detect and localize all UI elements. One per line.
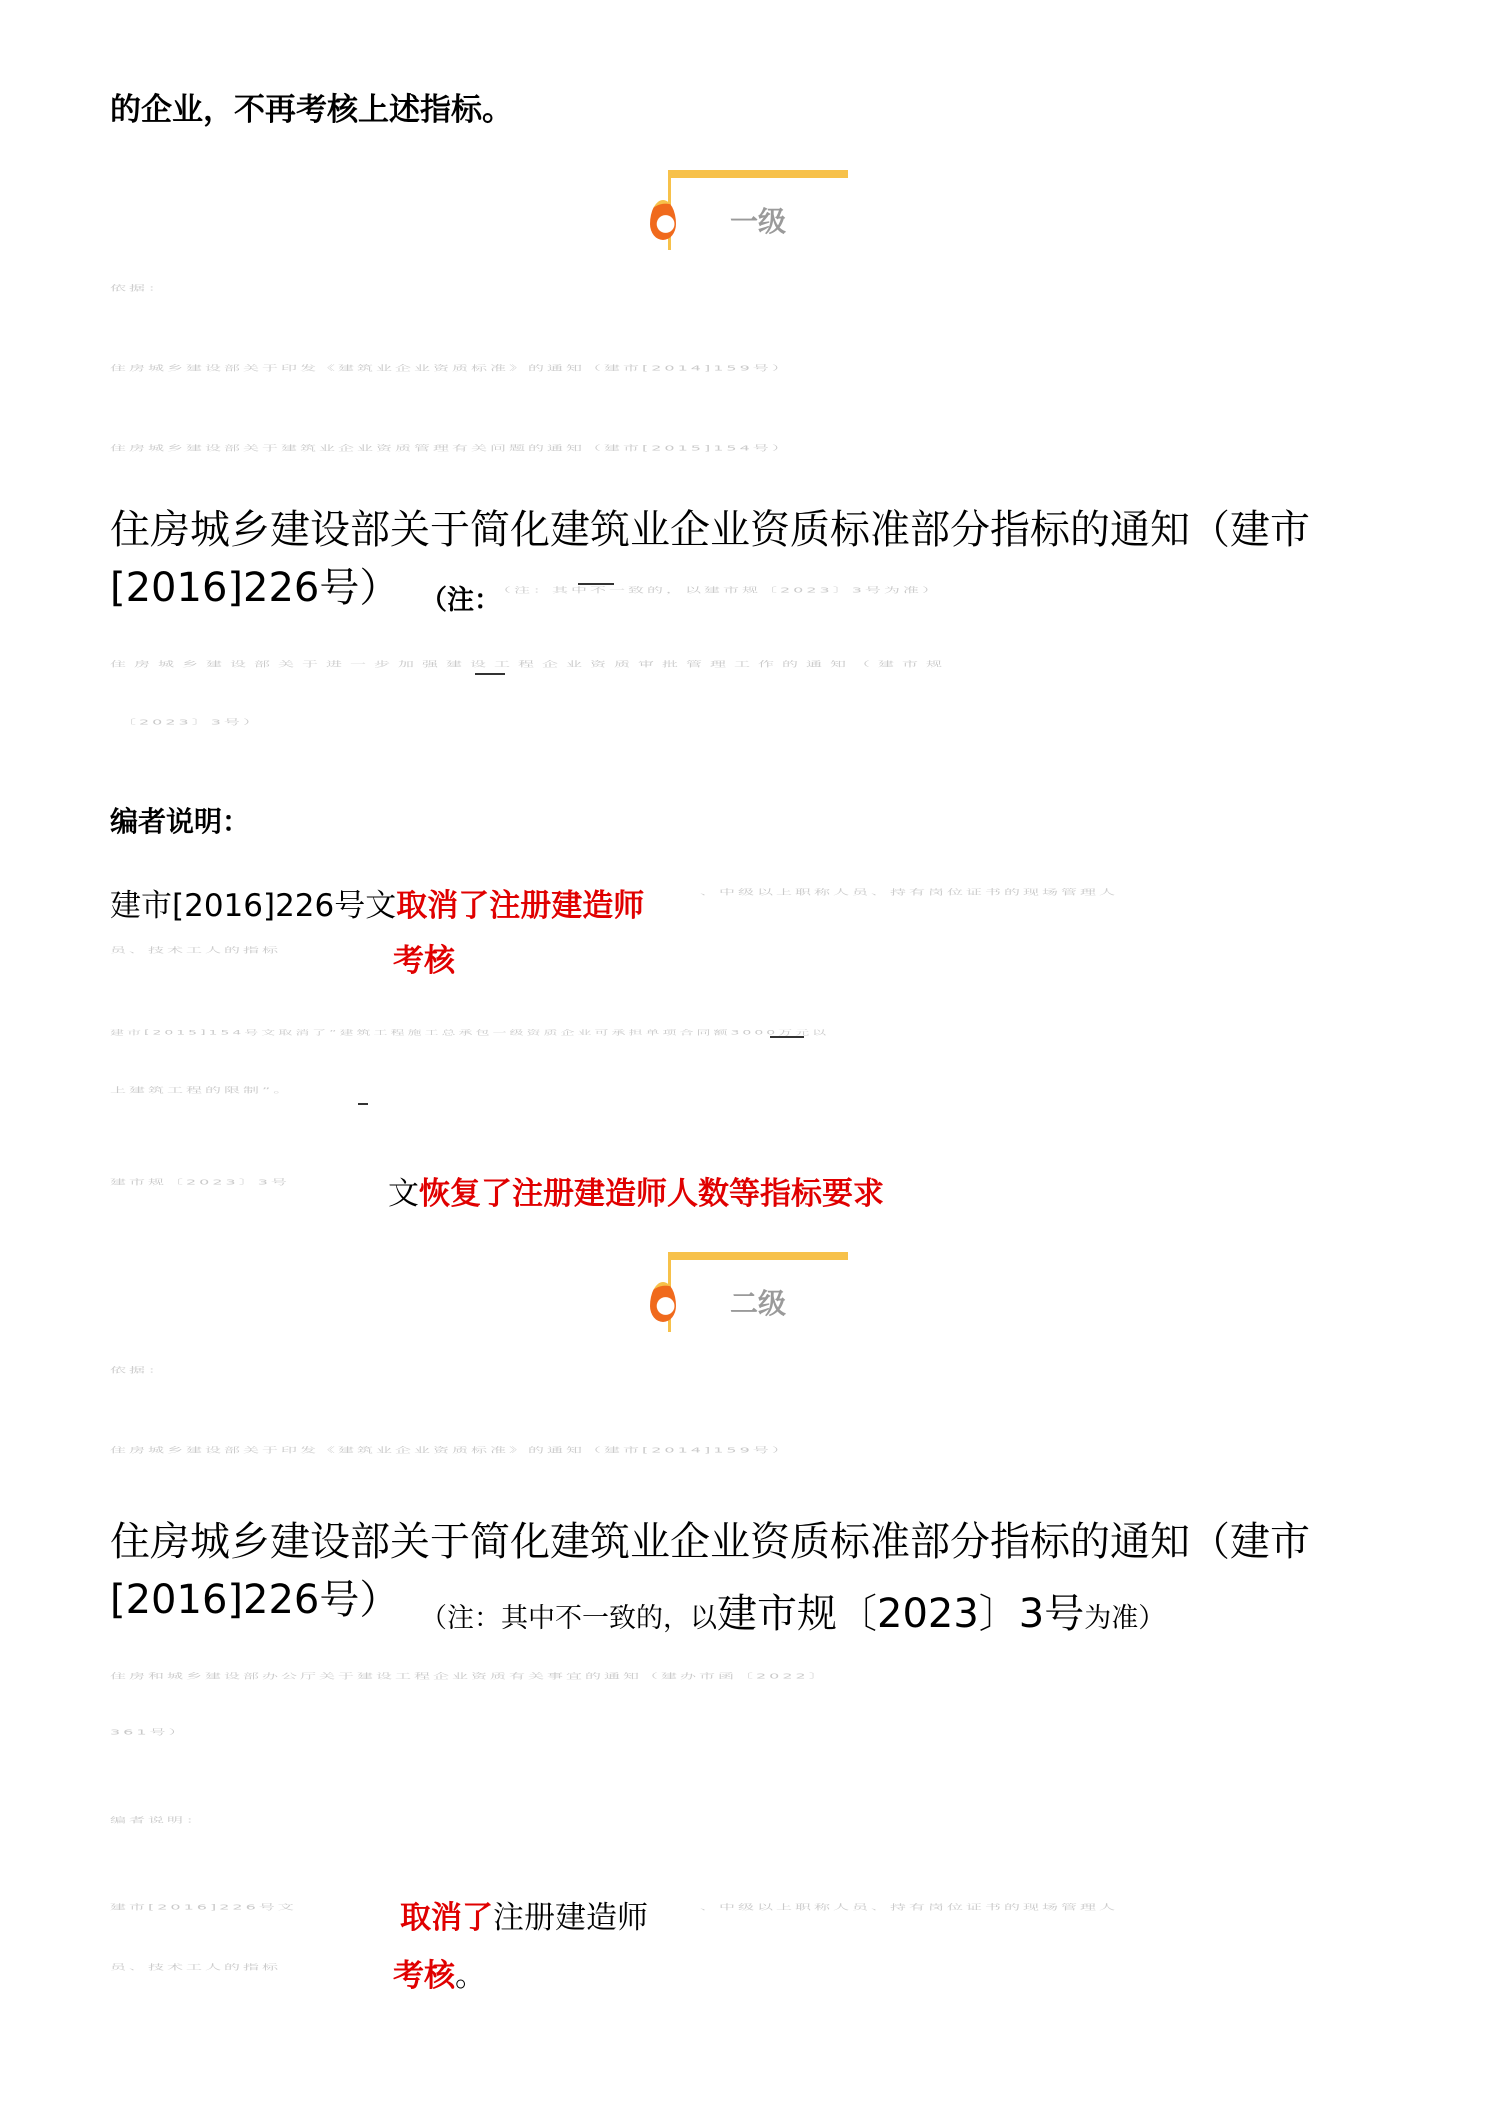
reference-link[interactable]: 住房城乡建设部关于印发《建筑业企业资质标准》的通知（建市[2014]159号） [110,1445,791,1455]
basis-label: 依据： [110,1365,168,1375]
highlight-text: 取消了 [400,1900,493,1936]
faded-text: 建市规〔2023〕3号 [110,1177,290,1187]
highlight-text: 考核 [393,943,455,979]
faded-text: 员、技术工人的指标 [110,1962,282,1972]
level-label: 二级 [730,1287,787,1320]
reference-link[interactable]: 住房和城乡建设部办公厅关于建设工程企业资质有关事宜的通知（建办市函〔2022〕 [110,1671,828,1681]
reference-link[interactable]: 住房城乡建设部关于建筑业企业资质管理有关问题的通知（建市[2015]154号） [110,443,791,453]
highlight-text: 考核 [393,1958,455,1994]
faded-text: 、中级以上职称人员、持有岗位证书的现场管理人 [700,887,1119,897]
continued-sentence: 的企业，不再考核上述指标。 [110,92,513,128]
editor-note-line: 取消了注册建造师 [400,1900,648,1936]
faded-text: 、中级以上职称人员、持有岗位证书的现场管理人 [700,1902,1119,1912]
title-note: （注：其中不一致的，以建市规〔2023〕3号为准） [420,1591,1166,1637]
reference-link-cont[interactable]: 361号） [110,1727,188,1737]
editor-note-label: 编者说明： [110,805,251,838]
title-note-faded: （注：其中不一致的，以建市规〔2023〕3号为准） [495,585,941,595]
notice-title[interactable]: 住房城乡建设部关于简化建筑业企业资质标准部分指标的通知（建市 [110,507,1310,553]
faded-text: 建市[2016]226号文 [110,1902,297,1912]
editor-note-line [110,880,644,925]
level-label: 一级 [730,205,787,238]
highlight-text: 恢复了注册建造师人数等指标要求 [419,1176,884,1212]
title-note: （注： [420,585,501,616]
notice-title-number[interactable]: [2016]226号） [110,565,400,611]
editor-note-label: 编者说明： [110,1815,206,1825]
editor-note-line: 考核。 [393,1958,486,1994]
basis-label: 依据： [110,283,168,293]
faded-text: 上建筑工程的限制”。 [110,1085,293,1095]
faded-text: 员、技术工人的指标 [110,945,282,955]
highlight-text: 取消了注册建造师 [396,888,645,924]
doc-number: 建市[2016]226号文 [110,888,397,924]
editor-note-line: 文恢复了注册建造师人数等指标要求 [388,1176,884,1212]
reference-link-cont[interactable]: 〔2023〕3号） [120,717,262,727]
notice-title[interactable]: 住房城乡建设部关于简化建筑业企业资质标准部分指标的通知（建市 [110,1519,1310,1565]
flame-icon [650,1282,676,1322]
faded-text: 建市[2015]154号文取消了“建筑工程施工总承包一级资质企业可承担单项合同额3000万元以 [110,1028,830,1037]
notice-title-number[interactable]: [2016]226号） [110,1577,400,1623]
level-heading-2 [650,1252,850,1342]
reference-link[interactable]: 住房城乡建设部关于印发《建筑业企业资质标准》的通知（建市[2014]159号） [110,363,791,373]
reference-link[interactable]: 住房城乡建设部关于进一步加强建设工程企业资质审批管理工作的通知（建市规 [110,659,951,669]
level-heading-1 [650,170,850,260]
flame-icon [650,200,676,240]
